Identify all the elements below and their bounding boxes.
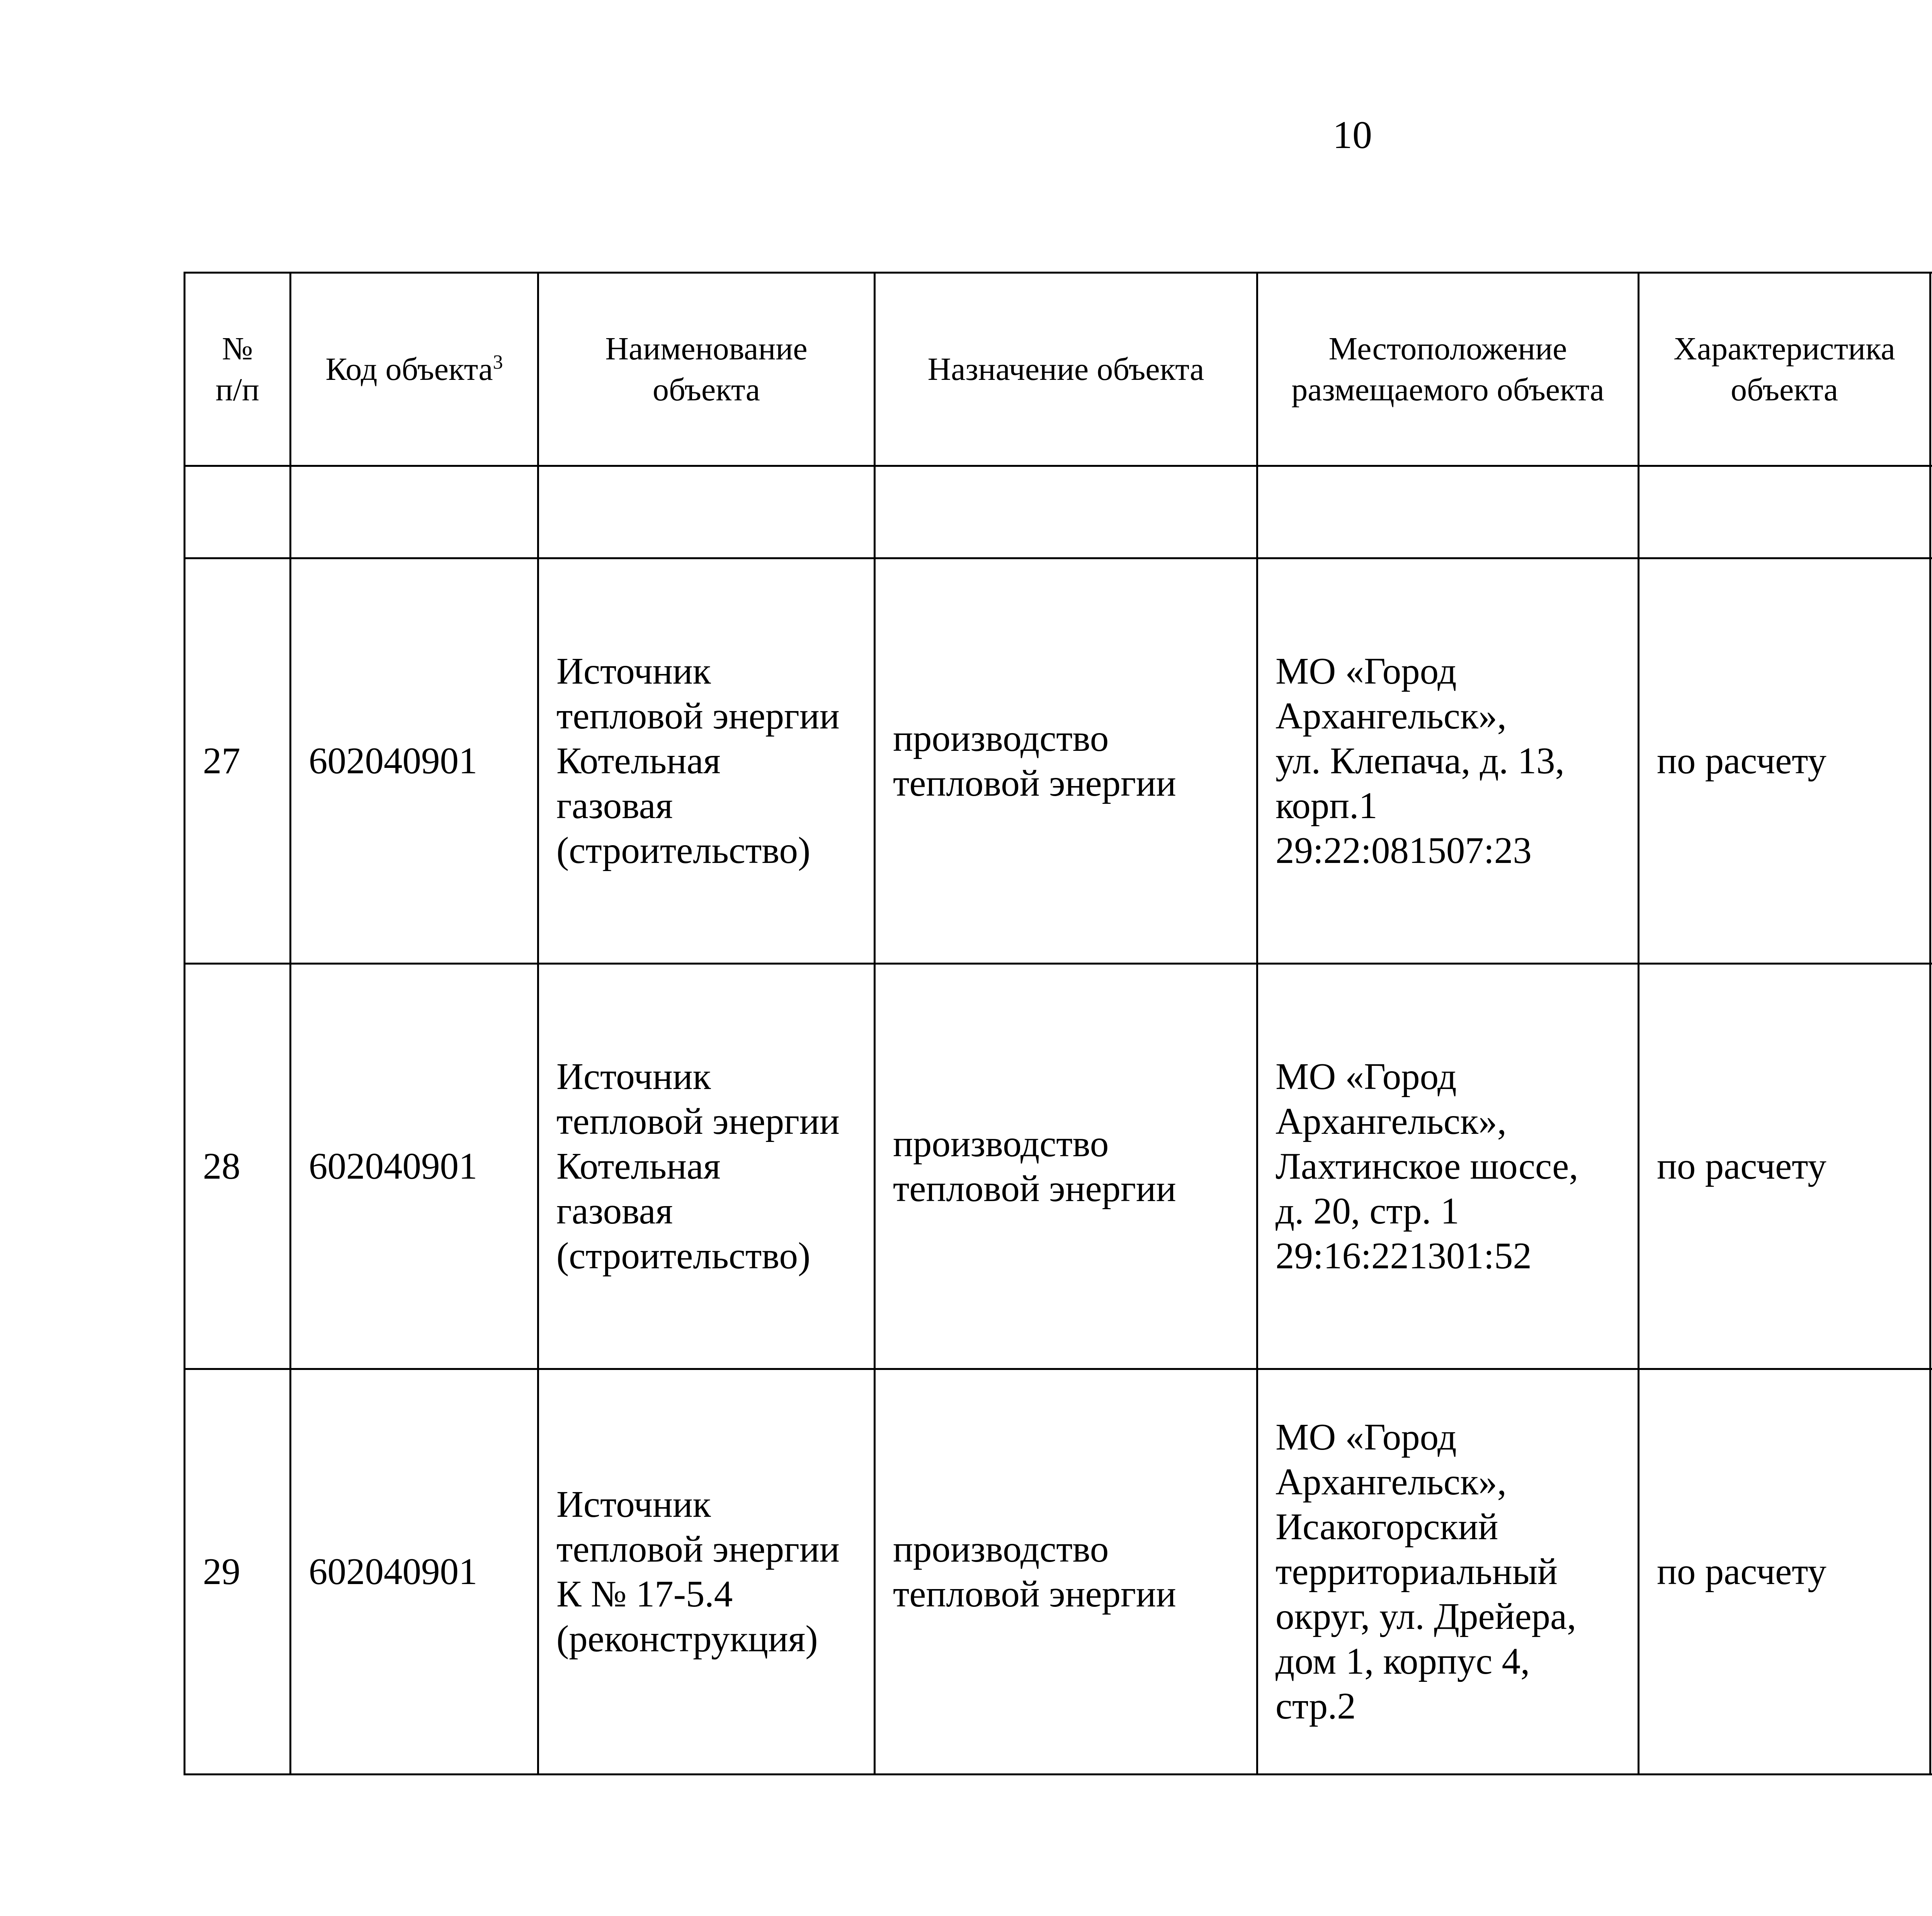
objects-table bbox=[184, 272, 1932, 1775]
table-header-row bbox=[185, 273, 1932, 466]
cell-empty bbox=[185, 466, 291, 558]
cell-empty bbox=[875, 466, 1257, 558]
header-purpose: Назначение объекта bbox=[875, 273, 1257, 466]
cell-empty bbox=[291, 466, 538, 558]
footnote-mark: 3 bbox=[493, 351, 503, 373]
header-characteristic: Характеристика объекта bbox=[1639, 273, 1930, 466]
cell-zones bbox=[1930, 1369, 1932, 1775]
cell-name: Источник тепловой энергии К № 17-5.4 (реконструкция) bbox=[538, 1369, 875, 1775]
cell-num: 29 bbox=[185, 1369, 291, 1775]
cell-purpose: производство тепловой энергии bbox=[875, 1369, 1257, 1775]
cell-zones bbox=[1930, 466, 1932, 558]
header-code: Код объекта$^3$ bbox=[291, 273, 538, 466]
cell-characteristic: по расчету bbox=[1639, 558, 1930, 964]
cell-name: Источник тепловой энергии Котельная газовая (строительство) bbox=[538, 558, 875, 964]
cell-location: МО «Город Архангельск», Лахтинское шоссе, д. 20, стр. 1 29:16:221301:52 bbox=[1257, 964, 1639, 1369]
cell-empty bbox=[1257, 466, 1639, 558]
page-number: 10 bbox=[1333, 113, 1372, 157]
cell-empty bbox=[1639, 466, 1930, 558]
cell-location: МО «Город Архангельск», ул. Клепача, д. 13, корп.1 29:22:081507:23 bbox=[1257, 558, 1639, 964]
table-row bbox=[185, 558, 1932, 964]
table-row bbox=[185, 1369, 1932, 1775]
cell-purpose: производство тепловой энергии bbox=[875, 964, 1257, 1369]
cell-purpose: производство тепловой энергии bbox=[875, 558, 1257, 964]
cell-num: 28 bbox=[185, 964, 291, 1369]
cell-characteristic: по расчету bbox=[1639, 1369, 1930, 1775]
continuation-row bbox=[185, 466, 1932, 558]
header-num: № п/п bbox=[185, 273, 291, 466]
header-location: Местоположение размещаемого объекта bbox=[1257, 273, 1639, 466]
cell-num: 27 bbox=[185, 558, 291, 964]
table-row bbox=[185, 964, 1932, 1369]
cell-location: МО «Город Архангельск», Исакогорский территориальный округ, ул. Дрейера, дом 1, корпус 4, стр.2 bbox=[1257, 1369, 1639, 1775]
cell-characteristic: по расчету bbox=[1639, 964, 1930, 1369]
cell-zones bbox=[1930, 558, 1932, 964]
header-name: Наименование объекта bbox=[538, 273, 875, 466]
cell-zones bbox=[1930, 964, 1932, 1369]
cell-empty bbox=[538, 466, 875, 558]
header-zones bbox=[1930, 273, 1932, 466]
cell-code: 602040901 bbox=[291, 1369, 538, 1775]
cell-code: 602040901 bbox=[291, 558, 538, 964]
cell-name: Источник тепловой энергии Котельная газовая (строительство) bbox=[538, 964, 875, 1369]
cell-code: 602040901 bbox=[291, 964, 538, 1369]
